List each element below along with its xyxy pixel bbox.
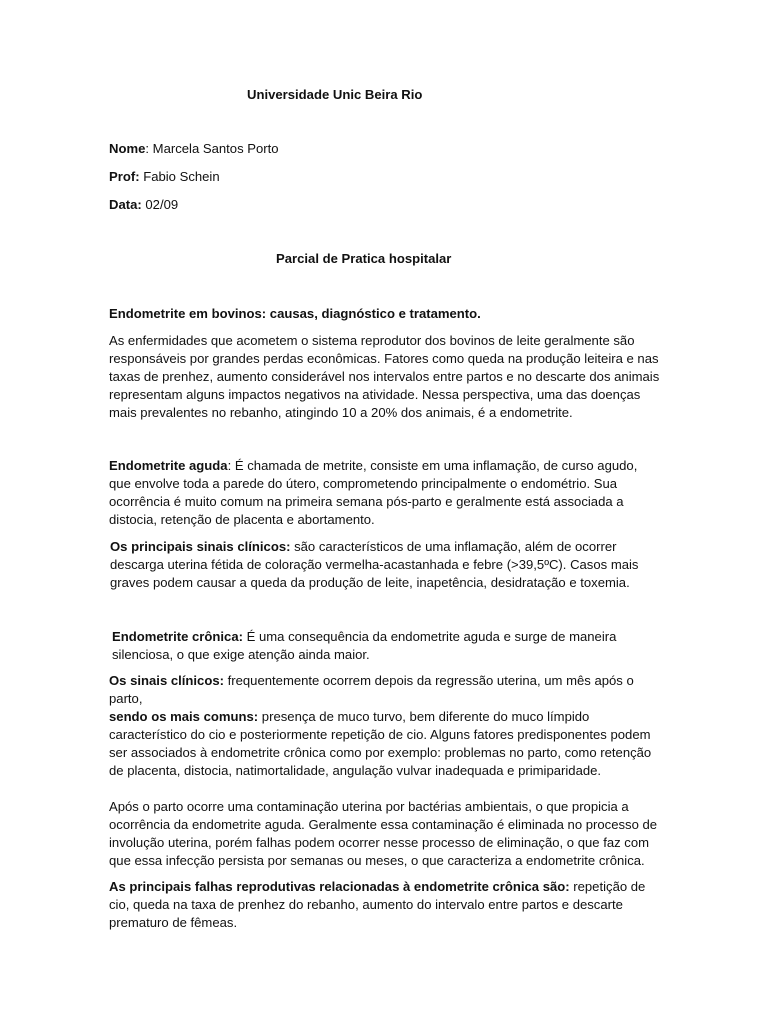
acute-signs-text: são característicos de uma inflamação, além de ocorrer descarga uterina fétida de coloração vermelha-acastanhada e febre (>39,5ºC). Casos mais graves podem causar a queda da produção de leite, inapetência, desidratação e toxemia.	[110, 539, 639, 590]
document-title: Parcial de Pratica hospitalar	[276, 251, 452, 266]
acute-signs-label: Os principais sinais clínicos:	[110, 539, 291, 554]
date-label: Data:	[109, 197, 142, 212]
date-value: 02/09	[141, 197, 179, 212]
chronic-label: Endometrite crônica:	[112, 629, 243, 644]
name-line: Nome: Marcela Santos Porto	[109, 141, 279, 156]
acute-label: Endometrite aguda	[109, 458, 228, 473]
name-value: Marcela Santos Porto	[149, 141, 279, 156]
prof-label: Prof:	[109, 169, 140, 184]
failures-label: As principais falhas reprodutivas relacionadas à endometrite crônica são:	[109, 879, 570, 894]
name-label: Nome	[109, 141, 146, 156]
prof-value: Fabio Schein	[139, 169, 220, 184]
chronic-signs-paragraph	[109, 672, 661, 780]
chronic-text: É uma consequência da endometrite aguda e surge de maneira silenciosa, o que exige atenção ainda maior.	[112, 629, 617, 662]
failures-text: repetição de cio, queda na taxa de prenhez do rebanho, aumento do intervalo entre partos e descarte prematuro de fêmeas.	[109, 879, 646, 930]
chronic-signs-label: Os sinais clínicos:	[109, 673, 224, 688]
postpartum-paragraph: Após o parto ocorre uma contaminação uterina por bactérias ambientais, o que propicia a ocorrência da endometrite aguda. Geralmente essa contaminação é eliminada no processo de involução uterina, porém falhas podem ocorrer nesse processo de eliminação, o que faz com que essa infecção persista por semanas ou meses, o que caracteriza a endometrite crônica.	[109, 799, 658, 868]
prof-line	[109, 168, 661, 186]
acute-paragraph	[109, 457, 661, 529]
university-title: Universidade Unic Beira Rio	[247, 87, 423, 102]
acute-text: : É chamada de metrite, consiste em uma inflamação, de curso agudo, que envolve toda a parede do útero, comprometendo principalmente o endométrio. Sua ocorrência é muito comum na primeira semana pós-parto e geralmente está associada a distocia, retenção de placenta e abortamento.	[109, 458, 638, 527]
acute-signs-paragraph	[110, 538, 662, 592]
chronic-signs-text1: frequentemente ocorrem depois da regressão uterina, um mês após o parto,	[109, 673, 634, 706]
chronic-signs-text2: presença de muco turvo, bem diferente do muco límpido característico do cio e posteriormente repetição de cio. Alguns fatores predisponentes podem ser associados à endometrite crônica como por exemplo: problemas no parto, como retenção de placenta, distocia, natimortalidade, angulação vulvar inadequada e primiparidade.	[109, 709, 652, 778]
failures-paragraph	[109, 878, 661, 932]
date-line	[109, 196, 661, 214]
intro-paragraph: As enfermidades que acometem o sistema reprodutor dos bovinos de leite geralmente são responsáveis por grandes perdas econômicas. Fatores como queda na produção leiteira e nas taxas de prenhez, aumento considerável nos intervalos entre partos e no descarte dos animais representam alguns impactos negativos na atividade. Nessa perspectiva, uma das doenças mais prevalentes no rebanho, atingindo 10 a 20% dos animais, é a endometrite.	[109, 333, 660, 420]
section-heading: Endometrite em bovinos: causas, diagnóstico e tratamento.	[109, 306, 481, 321]
chronic-signs-label2: sendo os mais comuns:	[109, 709, 259, 724]
chronic-paragraph	[112, 628, 664, 664]
